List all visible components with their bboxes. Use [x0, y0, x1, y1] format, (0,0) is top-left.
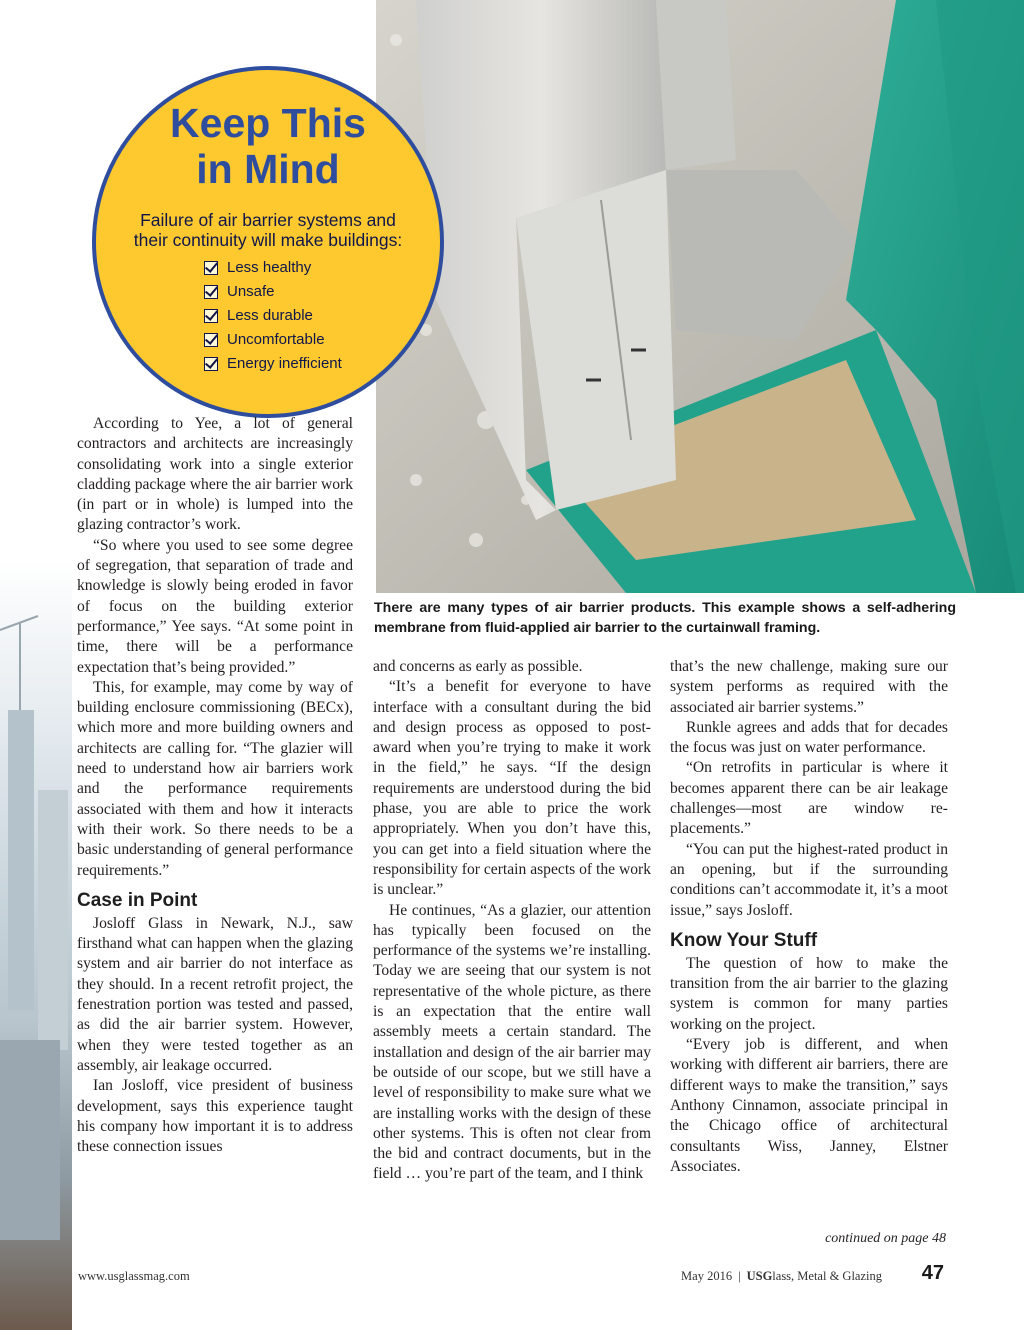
paragraph: “It’s a benefit for everyone to have interface with a consultant during the bid and design process as opposed to post-award when you’re trying to make it work in the field,” he says. “If the design requirements are understood during the bid phase, you are able to price the work appropriately. When you don’t have this, you can get into a field situation where the responsibility for certain aspects of the work is unclear.”: [373, 678, 652, 899]
footer-separator: |: [738, 1269, 741, 1283]
checked-box-icon: [204, 261, 218, 275]
photo-caption: There are many types of air barrier products. This example shows a self-adhering membrane from fluid-applied air barrier to the curtainwall framing.: [374, 600, 956, 636]
checklist-item: [204, 328, 342, 352]
checked-box-icon: [204, 357, 218, 371]
callout-title-line: in Mind: [196, 146, 340, 192]
checklist-item-label: Less durable: [227, 307, 313, 324]
callout-subtitle: [116, 210, 420, 250]
subhead-case-in-point: Case in Point: [77, 889, 198, 911]
continued-on-link[interactable]: continued on page 48: [825, 1231, 946, 1246]
callout-subtitle-line: Failure of air barrier systems and: [140, 210, 396, 230]
checklist-item-label: Less healthy: [227, 259, 312, 276]
article-column-1: [77, 414, 353, 1157]
paragraph: Ian Josloff, vice president of business development, says this experience taught his company how important it is to address these connection issues: [77, 1077, 353, 1156]
checked-box-icon: [204, 333, 218, 347]
photo-illustration: [376, 0, 1024, 593]
checklist-item-label: Unsafe: [227, 283, 275, 300]
checklist-item-label: Energy inefficient: [227, 355, 342, 372]
footer-website[interactable]: www.usglassmag.com: [78, 1269, 190, 1283]
keep-this-in-mind-callout: [92, 66, 444, 418]
footer-magazine-name: lass, Metal & Glazing: [772, 1269, 882, 1283]
checklist-item-label: Uncomfortable: [227, 331, 325, 348]
air-barrier-photo: [376, 0, 1024, 593]
footer-date: May 2016: [681, 1269, 733, 1283]
paragraph: “Every job is different, and when working with different air barriers, there are different ways to make the transition,” says Anthony Cinnamon, associate principal in the Chicago office of architectural consultants Wiss, Janney, Elstner Associates.: [670, 1036, 948, 1175]
paragraph: The question of how to make the transition from the air barrier to the glazing system is common for many parties working on the project.: [670, 954, 948, 1033]
paragraph: “You can put the highest-rated product in an opening, but if the surrounding conditions can’t accommodate it, it’s a moot issue,” says Josloff.: [670, 840, 948, 919]
checklist-item: [204, 256, 342, 280]
paragraph: that’s the new challenge, making sure our system performs as required with the associated air barrier systems.”: [670, 658, 948, 716]
checklist-item: [204, 304, 342, 328]
page-number: 47: [921, 1262, 944, 1284]
paragraph: He continues, “As a glazier, our attention has typically been focused on the performance of the systems we’re installing. Today we are seeing that our system is not representative of the whole picture, as there is an expectation that the entire wall assembly meets a certain standard. The installation and design of the air barrier may be outside of our scope, but we still have a level of responsibility to make sure what we are installing works with the design of these other systems. This is often not clear from the bid and contract documents, but in the field … you’re part of the team, and I think: [373, 901, 651, 1183]
building-shape: [8, 710, 34, 1010]
footer-issue-info: [681, 1269, 882, 1284]
checked-box-icon: [204, 309, 218, 323]
article-column-2: [373, 657, 651, 1185]
background-cityscape-strip: [0, 560, 72, 1330]
checklist-item: [204, 352, 342, 376]
callout-subtitle-line: their continuity will make buildings:: [133, 230, 403, 250]
callout-title: [96, 100, 440, 192]
article-column-3: [670, 657, 948, 1177]
building-shape: [38, 790, 68, 1050]
paragraph: This, for example, may come by way of building enclosure commissioning (BECx), which more and more building owners and architects are calling for. “The glazier will need to understand how air barriers work and the performance requirements associated with them and how it interacts with their work. So there needs to be a basic understanding of general performance requirements.”: [77, 678, 353, 879]
paragraph: Josloff Glass in Newark, N.J., saw firsthand what can happen when the glazing system and air barrier do not interface as they should. In a recent retrofit project, the fenestration portion was tested and passed, as did the air barrier system. However, when they were tested together as an assembly, air leakage occurred.: [77, 914, 353, 1074]
callout-title-line: Keep This: [170, 100, 366, 146]
paragraph: “On retrofits in particular is where it becomes apparent there can be air leakage challenges—most are window replacements.”: [670, 759, 948, 838]
building-shape: [0, 1040, 60, 1240]
paragraph: Runkle agrees and adds that for decades the focus was just on water performance.: [670, 718, 948, 757]
footer-magazine-bold: USG: [746, 1269, 773, 1283]
checklist-item: [204, 280, 342, 304]
subhead-know-your-stuff: Know Your Stuff: [670, 929, 818, 951]
callout-checklist: [204, 256, 342, 376]
paragraph: and concerns as early as possible.: [373, 658, 583, 675]
checked-box-icon: [204, 285, 218, 299]
paragraph: According to Yee, a lot of general contractors and architects are increasingly consolidating work into a single exterior cladding package where the air barrier work (in part or in whole) is lumped into the glazing contractor’s work.: [77, 415, 353, 534]
paragraph: “So where you used to see some degree of segregation, that separation of trade and knowledge is slowly being eroded in favor of focus on the building exterior performance,” Yee says. “At some point in time, there will be a performance expectation that’s being provided.”: [77, 536, 353, 676]
